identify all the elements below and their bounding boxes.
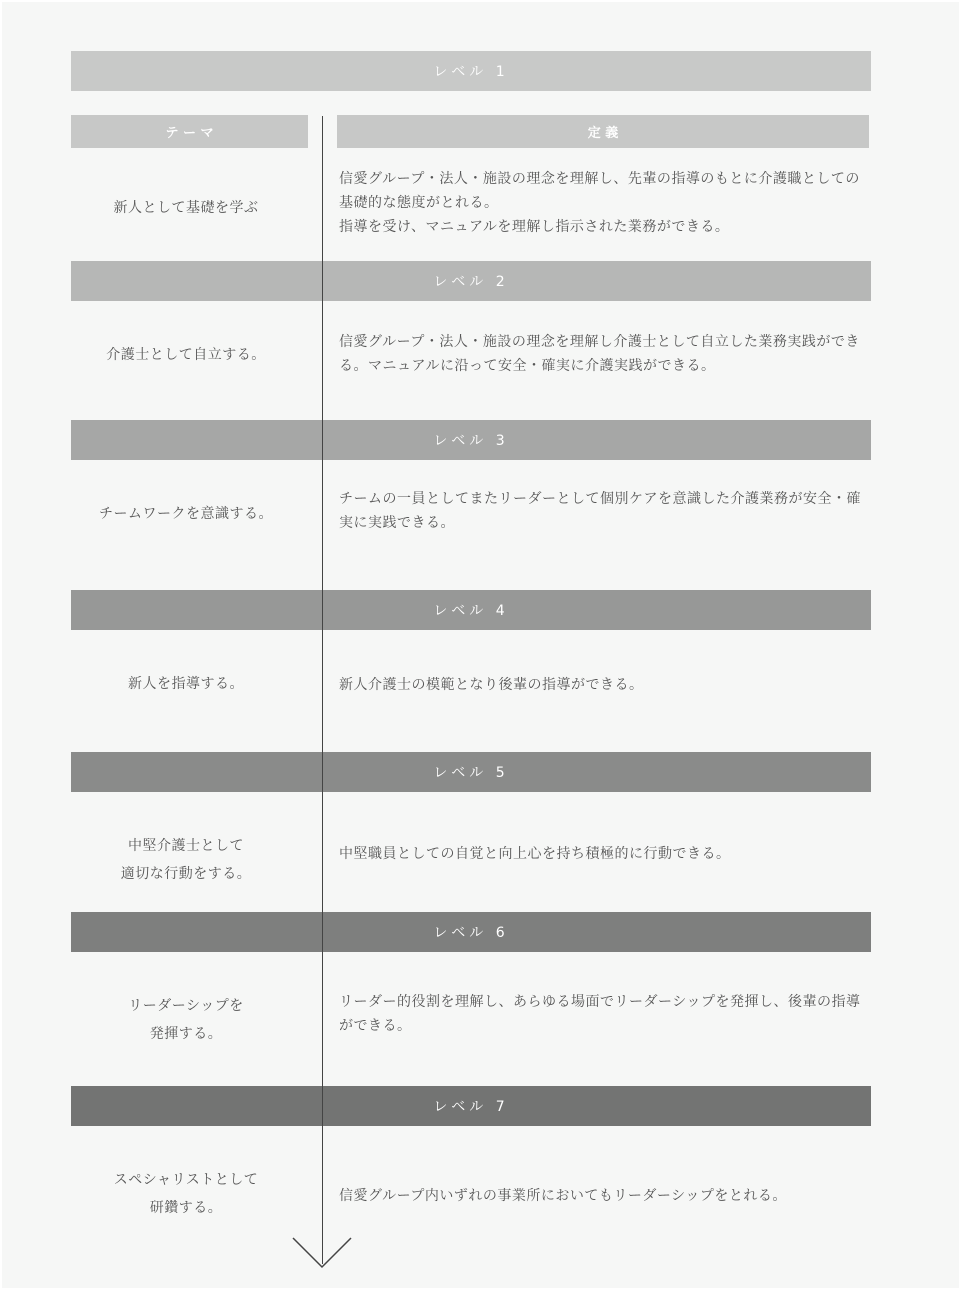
level-bar-7 <box>71 1086 871 1126</box>
level-6-definition <box>339 990 871 1038</box>
column-header-theme: テ ー マ <box>71 115 308 148</box>
level-1-theme <box>71 194 301 222</box>
level-7-theme <box>71 1166 301 1222</box>
theme-line: 新人として基礎を学ぶ <box>113 200 259 216</box>
theme-line: 新人を指導する。 <box>128 676 244 692</box>
level-bar-4 <box>71 590 871 630</box>
theme-line: 介護士として自立する。 <box>106 347 266 363</box>
definition-text: リーダー的役割を理解し、あらゆる場面でリーダーシップを発揮し、後輩の指導ができる。 <box>339 994 861 1034</box>
definition-text: 新人介護士の模範となり後輩の指導ができる。 <box>339 677 644 693</box>
level-label: レベル 2 <box>433 274 509 290</box>
timeline-arrow-icon <box>292 1236 352 1270</box>
level-4-definition <box>339 673 871 697</box>
level-label: レベル 3 <box>433 433 509 449</box>
level-label: レベル 7 <box>433 1099 509 1115</box>
level-2-definition <box>339 330 871 378</box>
theme-line: 適切な行動をする。 <box>120 866 252 882</box>
level-1-definition <box>339 167 871 239</box>
timeline-line <box>322 116 323 1264</box>
definition-text: 信愛グループ・法人・施設の理念を理解し、先輩の指導のもとに介護職としての基礎的な態度がとれる。 <box>339 171 860 211</box>
level-bar-1 <box>71 51 871 91</box>
column-header-definition: 定 義 <box>337 115 869 148</box>
theme-line: 中堅介護士として <box>128 838 244 854</box>
level-6-theme <box>71 992 301 1048</box>
level-3-definition <box>339 487 871 535</box>
level-7-definition <box>339 1184 871 1208</box>
theme-line: 発揮する。 <box>149 1026 223 1042</box>
definition-text: 信愛グループ内いずれの事業所においてもリーダーシップをとれる。 <box>339 1188 787 1204</box>
level-3-theme <box>71 500 301 528</box>
level-bar-6 <box>71 912 871 952</box>
level-bar-2 <box>71 261 871 301</box>
level-bar-3 <box>71 420 871 460</box>
level-2-theme <box>71 341 301 369</box>
theme-line: スペシャリストとして <box>113 1172 259 1188</box>
theme-line: リーダーシップを <box>128 998 244 1014</box>
level-label: レベル 4 <box>433 603 509 619</box>
definition-text: チームの一員としてまたリーダーとして個別ケアを意識した介護業務が安全・確実に実践できる。 <box>339 491 861 531</box>
definition-text: 中堅職員としての自覚と向上心を持ち積極的に行動できる。 <box>339 846 731 862</box>
level-label: レベル 6 <box>433 925 509 941</box>
level-bar-5 <box>71 752 871 792</box>
level-label: レベル 1 <box>433 64 509 80</box>
level-5-theme <box>71 832 301 888</box>
level-label: レベル 5 <box>433 765 509 781</box>
theme-line: チームワークを意識する。 <box>99 506 273 522</box>
definition-text: 指導を受け、マニュアルを理解し指示された業務ができる。 <box>339 219 730 235</box>
theme-line: 研鑽する。 <box>149 1200 223 1216</box>
definition-text: 信愛グループ・法人・施設の理念を理解し介護士として自立した業務実践ができる。マニュアルに沿って安全・確実に介護実践ができる。 <box>339 334 860 374</box>
level-5-definition <box>339 842 871 866</box>
level-4-theme <box>71 670 301 698</box>
